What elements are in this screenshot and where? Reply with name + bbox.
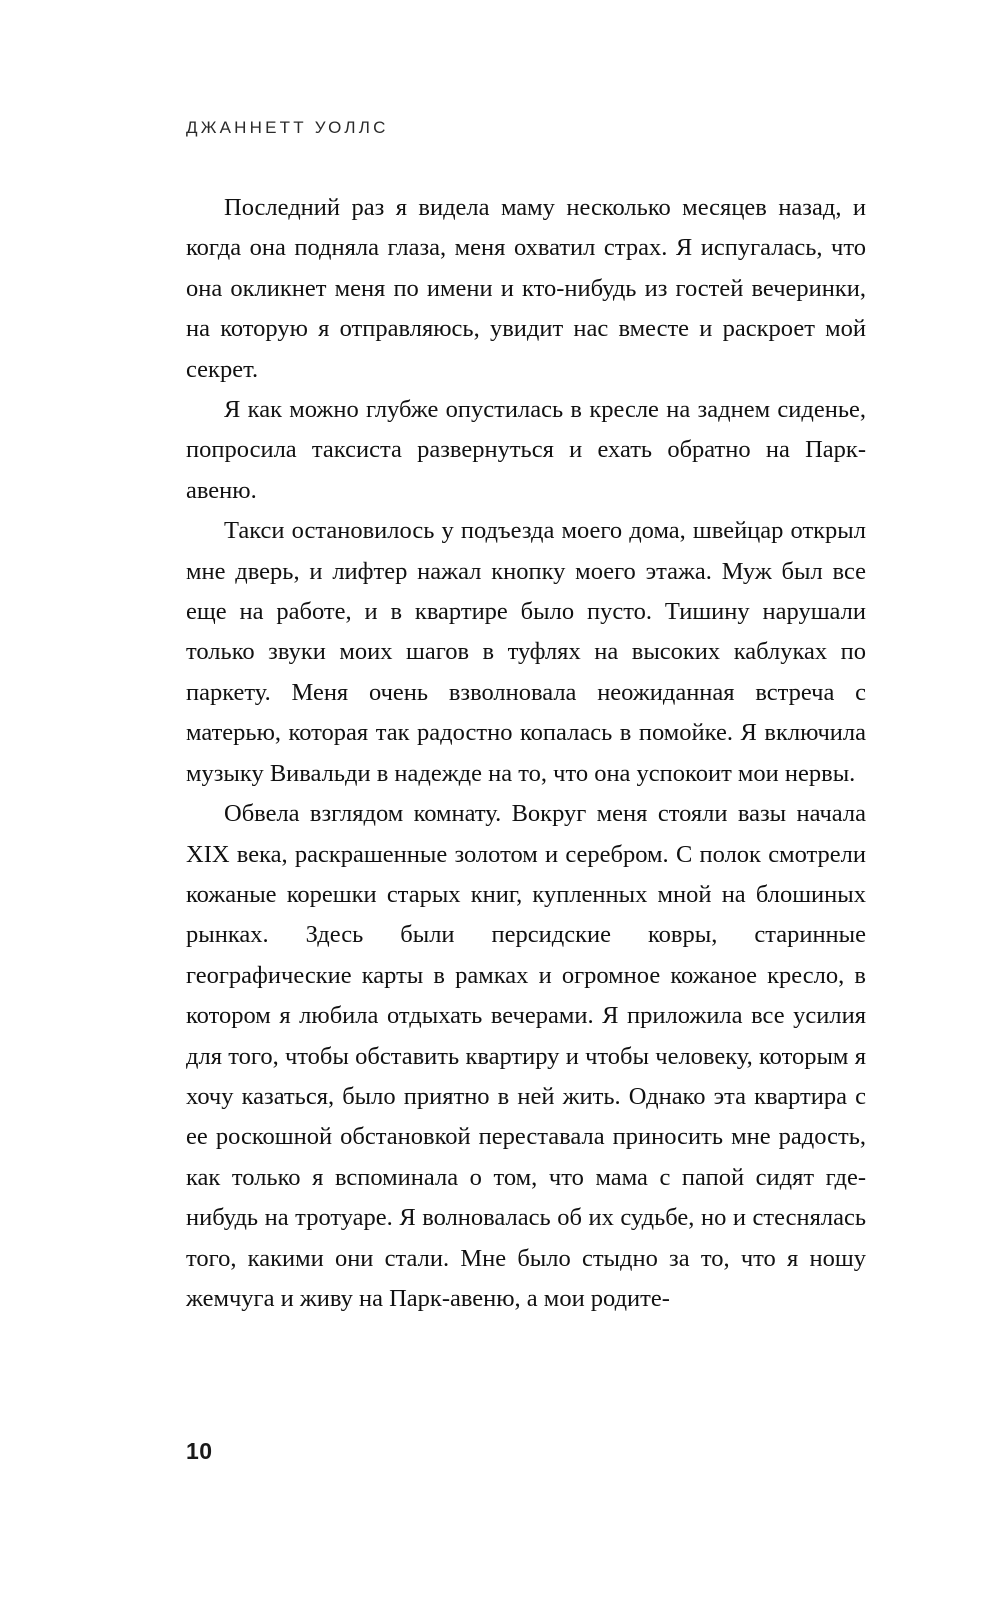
running-head: ДЖАННЕТТ УОЛЛС: [186, 118, 389, 137]
paragraph: Такси остановилось у подъезда моего дома, швейцар открыл мне дверь, и лифтер нажал кнопку моего этажа. Муж был все еще на работе, и в квартире было пусто. Тишину нарушали только звуки моих шагов в туфлях на высоких каблуках по паркету. Меня очень взволновала неожиданная встреча с матерью, которая так радостно копалась в помойке. Я включила музыку Вивальди в надежде на то, что она успокоит мои нервы.: [186, 517, 866, 787]
paragraph: Последний раз я видела маму несколько месяцев назад, и когда она подняла глаза, меня охватил страх. Я испугалась, что она окликнет меня по имени и кто-нибудь из гостей вечеринки, на которую я отправляюсь, увидит нас вместе и раскроет мой секрет.: [186, 194, 866, 383]
page-number: 10: [186, 1438, 213, 1464]
paragraph: Обвела взглядом комнату. Вокруг меня стояли вазы начала XIX века, раскрашенные золотом и серебром. С полок смотрели кожаные корешки старых книг, купленных мной на блошиных рынках. Здесь были персидские ковры, старинные географические карты в рамках и огромное кожаное кресло, в котором я любила отдыхать вечерами. Я приложила все усилия для того, чтобы обставить квартиру и чтобы человеку, которым я хочу казаться, было приятно в ней жить. Однако эта квартира с ее роскошной обстановкой переставала приносить мне радость, как только я вспоминала о том, что мама с папой сидят где-нибудь на тротуаре. Я волновалась об их судьбе, но и стеснялась того, какими они стали. Мне было стыдно за то, что я ношу жемчуга и живу на Парк-авеню, а мои родите-: [186, 800, 866, 1312]
paragraph: Я как можно глубже опустилась в кресле на заднем сиденье, попросила таксиста развернуться и ехать обратно на Парк-авеню.: [186, 396, 866, 504]
body-text: [186, 188, 866, 1319]
